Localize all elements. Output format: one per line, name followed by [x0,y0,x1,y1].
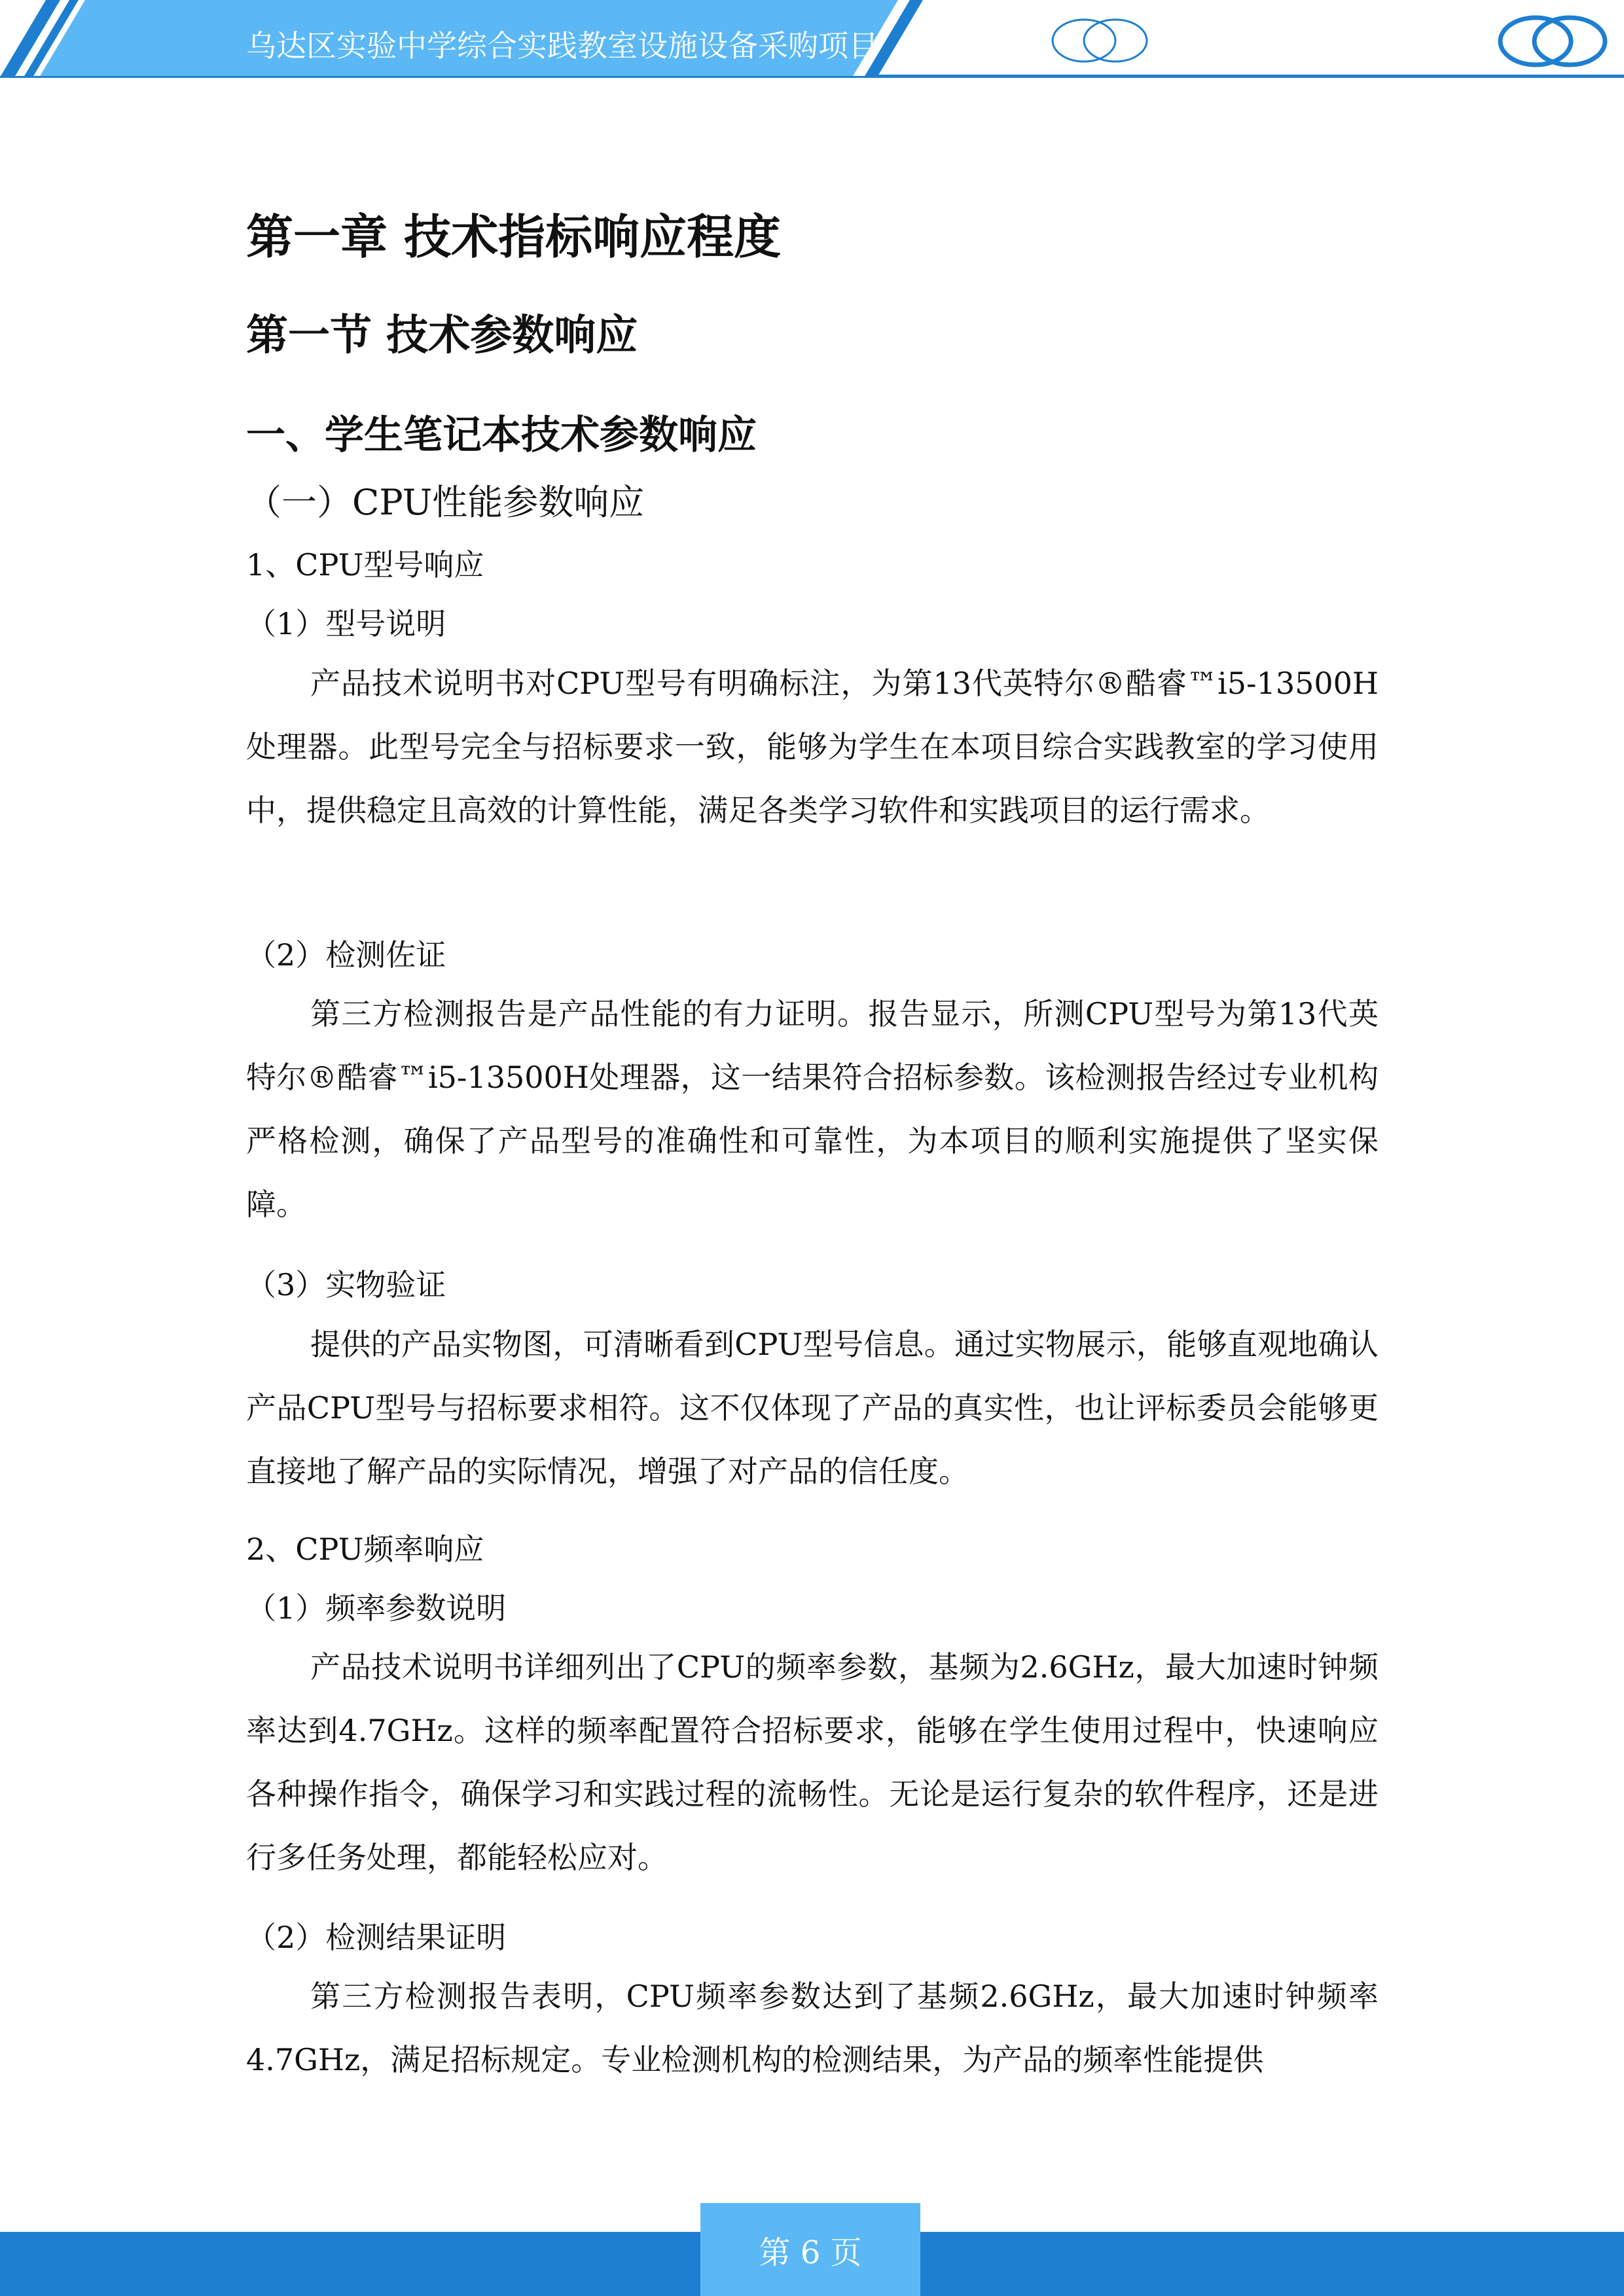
logo-icon [1047,14,1152,67]
subsection-heading: 一、学生笔记本技术参数响应 [246,412,757,458]
logo-icon [1494,12,1612,71]
paragraph: 提供的产品实物图，可清晰看到CPU型号信息。通过实物展示，能够直观地确认产品CPU型号与招标要求相符。这不仅体现了产品的真实性，也让评标委员会能够更直接地了解产品的实际情况，增强了对产品的信任度。 [246,1327,1379,1489]
header-title: 乌达区实验中学综合实践教室设施设备采购项目 [246,28,878,63]
subitem-heading: （3）实物验证 [246,1267,446,1302]
item-heading: 2、CPU频率响应 [246,1532,484,1567]
paragraph: 产品技术说明书详细列出了CPU的频率参数，基频为2.6GHz，最大加速时钟频率达到4.7GHz。这样的频率配置符合招标要求，能够在学生使用过程中，快速响应各种操作指令，确保学习和实践过程的流畅性。无论是运行复杂的软件程序，还是进行多任务处理，都能轻松应对。 [246,1649,1379,1875]
chapter-heading: 第一章 技术指标响应程度 [246,209,782,264]
subitem-heading: （1）型号说明 [246,606,446,641]
page-number: 第 6 页 [759,2234,862,2271]
item-heading: 1、CPU型号响应 [246,547,484,583]
paragraph: 第三方检测报告是产品性能的有力证明。报告显示，所测CPU型号为第13代英特尔®酷睿™i5-13500H处理器，这一结果符合招标参数。该检测报告经过专业机构严格检测，确保了产品型号的准确性和可靠性，为本项目的顺利实施提供了坚实保障。 [246,996,1379,1222]
subitem-heading: （2）检测佐证 [246,937,446,973]
paragraph: 第三方检测报告表明，CPU频率参数达到了基频2.6GHz，最大加速时钟频率4.7GHz，满足招标规定。专业检测机构的检测结果，为产品的频率性能提供 [246,1979,1379,2077]
section-heading: 第一节 技术参数响应 [246,312,638,360]
subitem-heading: （1）频率参数说明 [246,1590,507,1626]
part-heading: （一）CPU性能参数响应 [246,482,645,523]
subitem-heading: （2）检测结果证明 [246,1920,507,1955]
paragraph: 产品技术说明书对CPU型号有明确标注，为第13代英特尔®酷睿™i5-13500H处理器。此型号完全与招标要求一致，能够为学生在本项目综合实践教室的学习使用中，提供稳定且高效的计算性能，满足各类学习软件和实践项目的运行需求。 [246,666,1379,828]
